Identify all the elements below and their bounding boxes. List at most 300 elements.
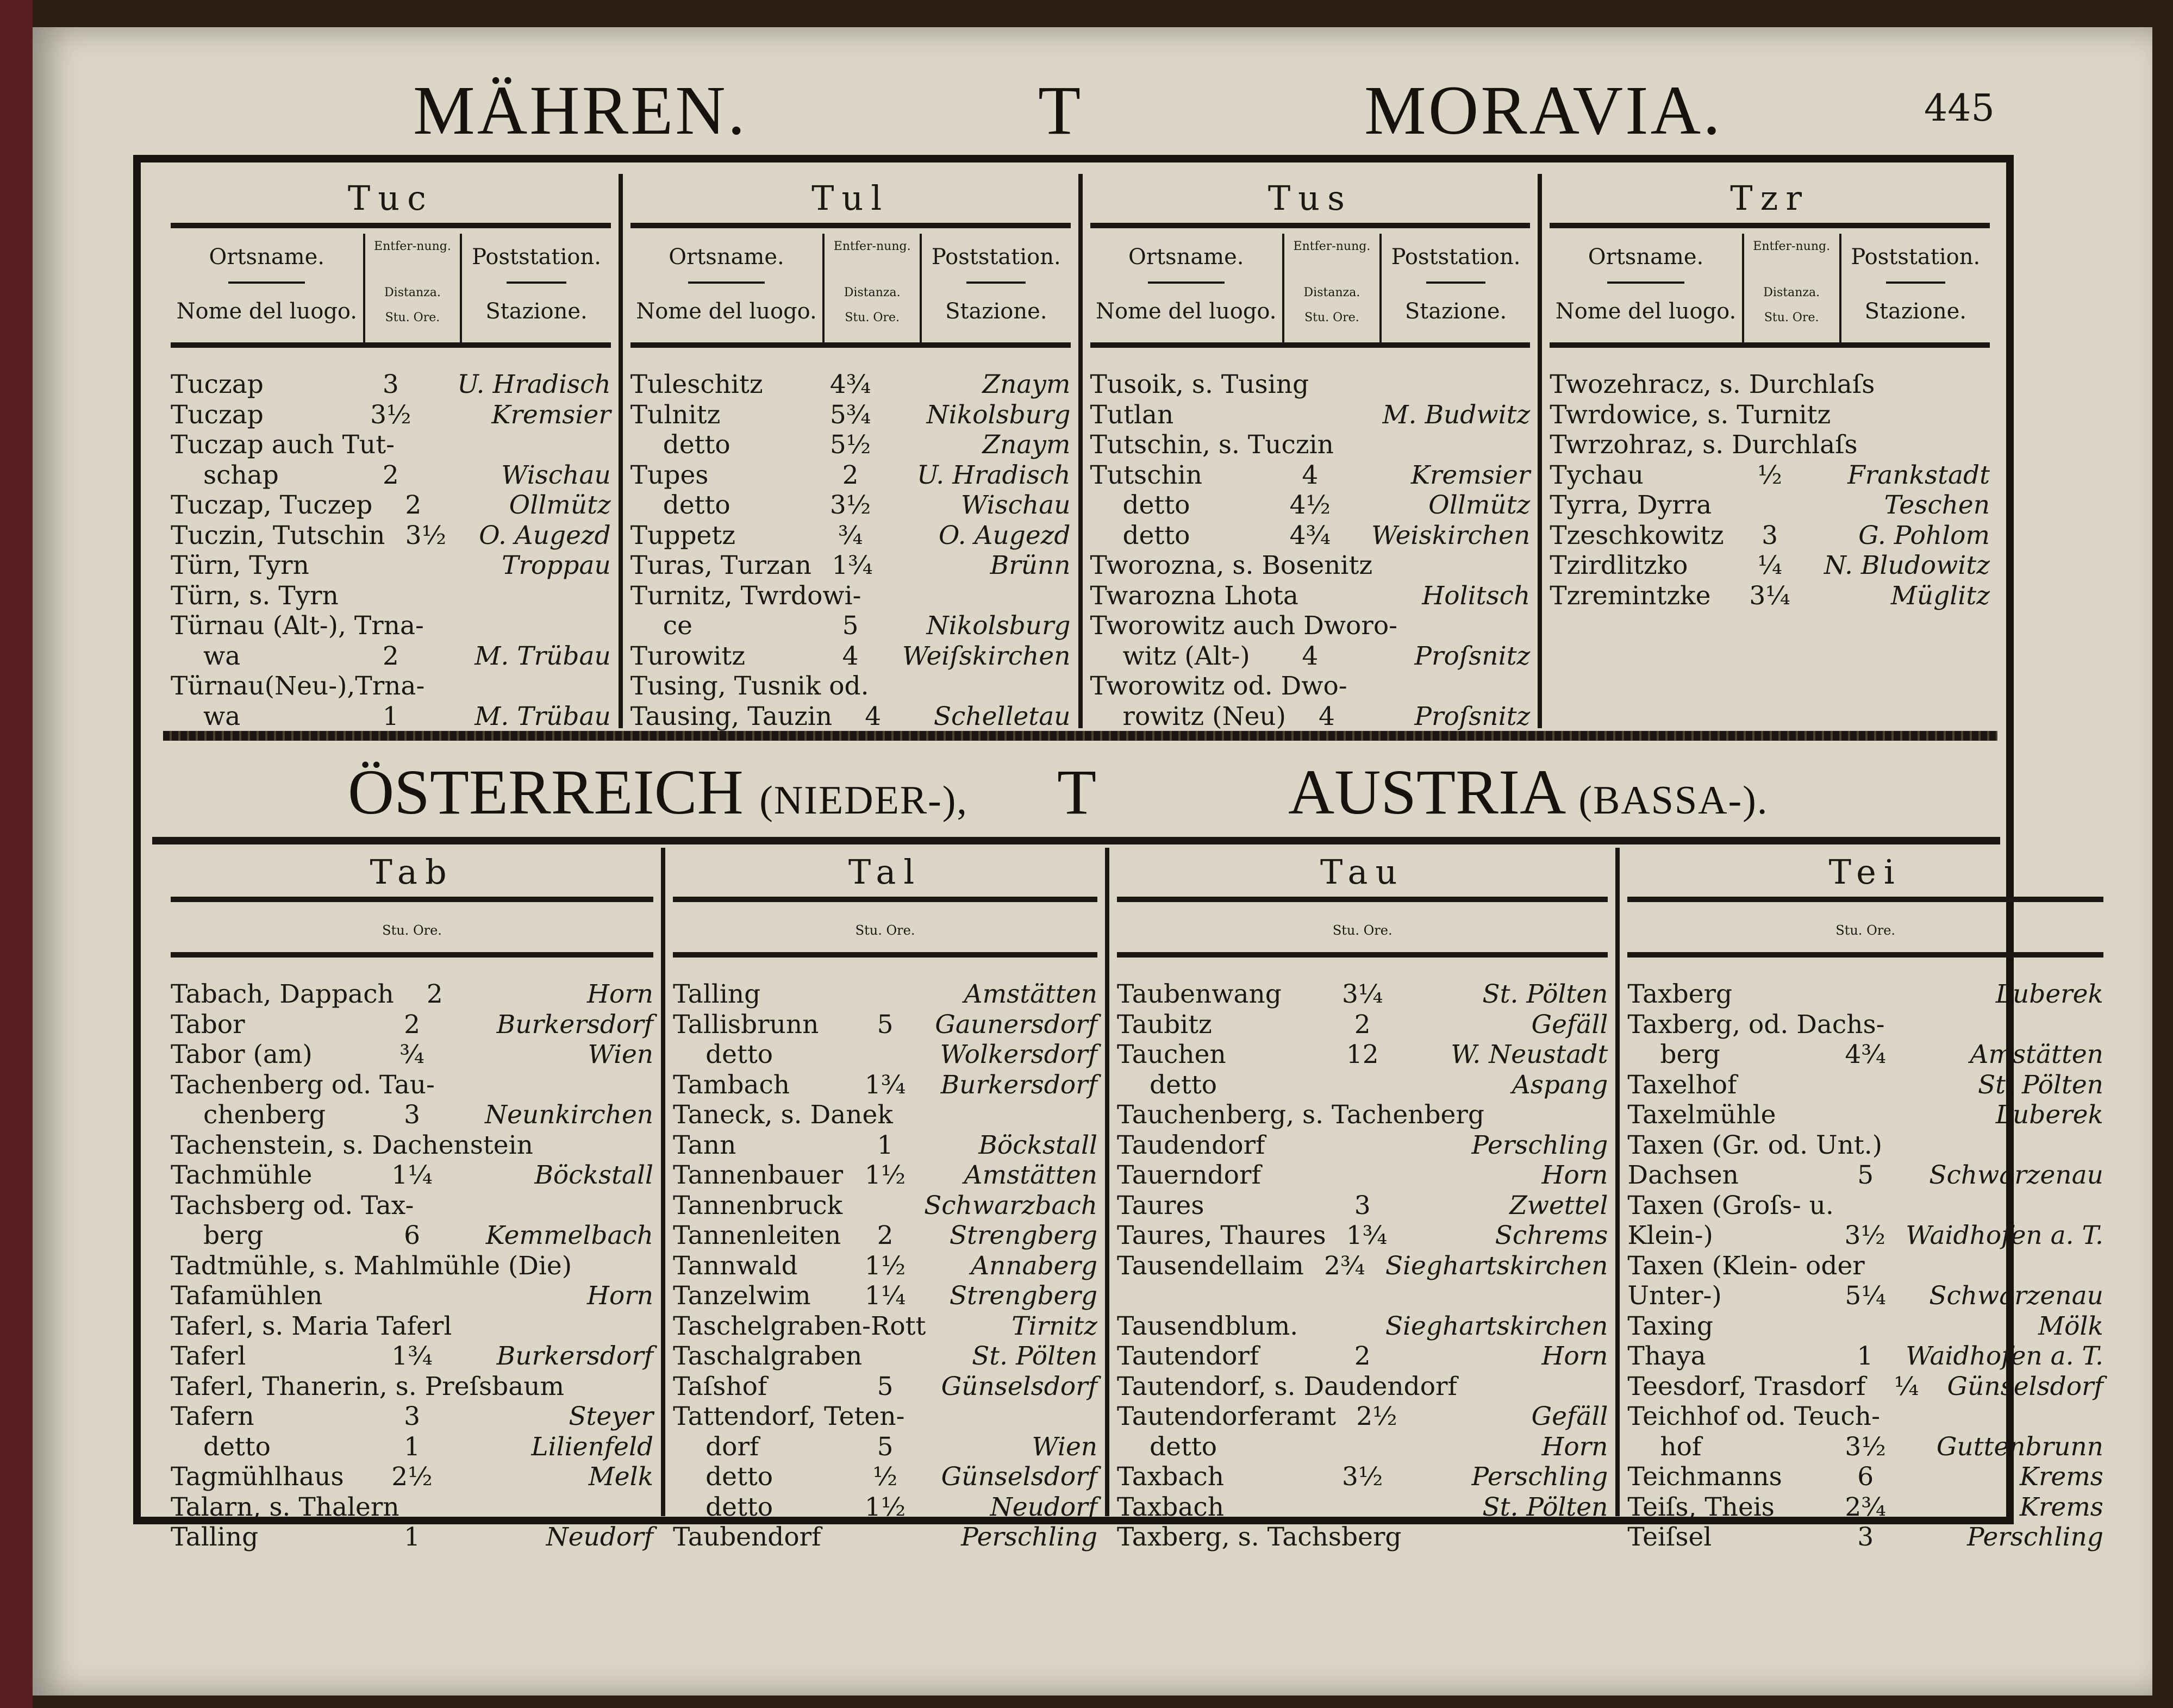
place-name: hof xyxy=(1660,1431,1702,1462)
subheader-cell xyxy=(1550,234,1744,342)
place-name: Tambach xyxy=(673,1069,790,1100)
table-row xyxy=(1550,581,1990,611)
subheader-cell xyxy=(1382,234,1530,342)
distance: 2 xyxy=(382,641,399,671)
place-name: Tattendorf, Teten- xyxy=(673,1402,905,1431)
table-row xyxy=(1090,521,1531,551)
post-station: M. Budwitz xyxy=(1382,399,1531,430)
post-station xyxy=(1390,370,1530,400)
place-name: Twrdowice, s. Turnitz xyxy=(1550,399,1831,430)
table-row xyxy=(673,1522,1097,1553)
table-row xyxy=(1090,671,1531,702)
table-row xyxy=(171,370,611,400)
place-name: ce xyxy=(663,611,692,641)
distance xyxy=(1402,1522,1483,1553)
table-row xyxy=(171,1372,653,1402)
place-name: Tadtmühle, s. Mahlmühle (Die) xyxy=(171,1250,572,1281)
column-tuc xyxy=(163,174,623,731)
distance xyxy=(1834,1191,1915,1221)
subheader-cell xyxy=(825,234,922,342)
post-station: Horn xyxy=(1541,1341,1608,1371)
distance: 6 xyxy=(1857,1462,1874,1492)
place-name: Tutlan xyxy=(1090,399,1174,430)
post-station: Schelletau xyxy=(933,701,1071,731)
post-station: Müglitz xyxy=(1890,580,1990,611)
place-name: Tann xyxy=(673,1130,736,1160)
post-station: Krems xyxy=(2019,1492,2103,1522)
post-station: Aspang xyxy=(1512,1069,1608,1100)
place-name: Tulnitz xyxy=(630,399,721,430)
table-row xyxy=(630,611,1071,641)
entry-list xyxy=(1117,958,1608,1553)
table-row xyxy=(673,1130,1097,1161)
post-station: Sieghartskirchen xyxy=(1385,1311,1608,1341)
distance xyxy=(1334,430,1415,460)
post-station: Annaberg xyxy=(971,1250,1098,1281)
distance xyxy=(1304,1311,1385,1342)
post-station xyxy=(516,1070,653,1100)
table-row xyxy=(171,702,611,732)
table-row xyxy=(1117,1251,1608,1281)
distance: 3 xyxy=(1857,1522,1874,1552)
post-station: Mölk xyxy=(2038,1311,2103,1341)
post-station: Neunkirchen xyxy=(484,1100,654,1130)
place-name: Tallisbrunn xyxy=(673,1009,819,1040)
place-name: detto xyxy=(1122,490,1190,520)
entry-list xyxy=(673,958,1097,1553)
table-row xyxy=(1117,1311,1608,1342)
table-row xyxy=(630,400,1071,430)
table-row xyxy=(1627,1221,2103,1251)
table-row xyxy=(171,1010,653,1040)
column-subheader xyxy=(1090,234,1531,348)
post-station: Burkersdorf xyxy=(496,1341,654,1371)
place-name: Taxelhof xyxy=(1627,1069,1737,1100)
place-name: Teiſs, Theis xyxy=(1627,1492,1775,1522)
units-label: Stu. Ore. xyxy=(845,311,900,324)
post-station: Amstätten xyxy=(1970,1040,2103,1069)
poststation-label: Poststation. xyxy=(931,245,1061,270)
post-station xyxy=(1915,1191,2103,1221)
table-row xyxy=(1627,1462,2103,1492)
post-station xyxy=(506,671,610,702)
distance: 1¾ xyxy=(1346,1221,1388,1250)
place-name: Tannwald xyxy=(673,1250,798,1281)
distance: 3½ xyxy=(1845,1431,1886,1462)
table-row xyxy=(1627,1070,2103,1100)
table-row xyxy=(1117,1100,1608,1130)
distance: ¼ xyxy=(1757,550,1782,580)
post-station: U. Hradisch xyxy=(917,460,1071,490)
table-row xyxy=(1627,1100,2103,1130)
distance: 2 xyxy=(842,460,859,490)
column-title: Tuc xyxy=(171,174,611,228)
place-name: Tachsberg od. Tax- xyxy=(171,1190,414,1221)
place-name: wa xyxy=(203,641,241,671)
place-name: Tauchenberg, s. Tachenberg xyxy=(1117,1100,1484,1130)
place-name: Tworowitz od. Dwo- xyxy=(1090,671,1347,701)
distance: 3 xyxy=(1354,1190,1371,1221)
table-row xyxy=(673,1221,1097,1251)
distance xyxy=(1865,1251,1946,1281)
column-tab xyxy=(163,848,665,1552)
table-row xyxy=(1090,611,1531,641)
post-station: Ollmütz xyxy=(1428,490,1531,520)
nome-label: Nome del luogo. xyxy=(636,299,817,324)
distance: 2 xyxy=(1354,1341,1371,1371)
post-station: Krems xyxy=(2019,1462,2103,1492)
table-row xyxy=(171,1522,653,1553)
distance: 4 xyxy=(1319,701,1335,731)
place-name: Tychau xyxy=(1550,460,1644,490)
post-station: Troppau xyxy=(502,550,611,580)
distance xyxy=(893,1100,975,1130)
place-name: Tabor xyxy=(171,1009,245,1040)
units-label: Stu. Ore. xyxy=(1117,909,1608,958)
distance: 4 xyxy=(842,641,859,671)
post-station: Burkersdorf xyxy=(940,1069,1098,1100)
table-row xyxy=(673,1341,1097,1372)
place-name: Tanzelwim xyxy=(673,1281,811,1311)
distance: 1¾ xyxy=(832,550,873,580)
post-station: Horn xyxy=(587,979,654,1009)
post-station: Böckstall xyxy=(534,1160,654,1190)
table-row xyxy=(1117,1070,1608,1100)
distance xyxy=(1825,979,1906,1010)
table-row xyxy=(673,979,1097,1010)
post-station: St. Pölten xyxy=(1482,1492,1608,1522)
distance xyxy=(371,1281,453,1311)
stazione-label: Stazione. xyxy=(945,299,1047,324)
ortsname-label: Ortsname. xyxy=(1128,245,1244,270)
distance: 2¾ xyxy=(1324,1250,1365,1281)
table-row xyxy=(1117,1040,1608,1070)
table-row xyxy=(1627,1522,2103,1553)
post-station: Proſsnitz xyxy=(1414,701,1531,731)
place-name: Tzirdlitzko xyxy=(1550,550,1688,580)
post-station: Luberek xyxy=(1995,1100,2103,1130)
distance: 3½ xyxy=(829,490,871,520)
distance: ½ xyxy=(1757,460,1782,490)
table-row xyxy=(171,671,611,702)
rule xyxy=(688,281,765,284)
distance xyxy=(862,1341,944,1372)
distance xyxy=(1322,1432,1403,1462)
table-row xyxy=(1090,370,1531,400)
poststation-label: Poststation. xyxy=(1851,245,1981,270)
distance xyxy=(1729,490,1810,521)
bottom-section-header xyxy=(0,755,2173,837)
rule xyxy=(1148,281,1225,284)
distance xyxy=(904,1402,986,1432)
distance: 5¼ xyxy=(1845,1281,1886,1311)
column-title: Tab xyxy=(171,848,653,902)
distanza-label: Distanza. xyxy=(1303,286,1360,299)
post-station: Perschling xyxy=(961,1522,1098,1552)
place-name: Talling xyxy=(171,1522,259,1552)
post-station: St. Pölten xyxy=(972,1341,1098,1371)
place-name: witz (Alt-) xyxy=(1122,641,1250,671)
header-right: MORAVIA. xyxy=(1364,72,1723,149)
distance xyxy=(399,1492,481,1523)
table-row xyxy=(1117,1372,1608,1402)
post-station xyxy=(533,1311,653,1342)
place-name: Taferl, Thanerin, s. Preſsbaum xyxy=(171,1371,565,1402)
units-label: Stu. Ore. xyxy=(1304,311,1359,324)
place-name: Tannenleiten xyxy=(673,1221,841,1250)
place-name: detto xyxy=(203,1431,271,1462)
section-divider xyxy=(163,731,1997,741)
nome-label: Nome del luogo. xyxy=(1096,299,1277,324)
post-station xyxy=(943,581,1071,611)
distanza-label: Distanza. xyxy=(844,286,901,299)
table-row xyxy=(1627,1281,2103,1311)
post-station: O. Augezd xyxy=(938,520,1071,550)
subheader-cell xyxy=(1744,234,1841,342)
place-name: Turas, Turzan xyxy=(630,550,811,580)
table-row xyxy=(171,400,611,430)
distance: 1 xyxy=(382,701,399,731)
distanza-label: Distanza. xyxy=(1763,286,1820,299)
place-name: Tutschin xyxy=(1090,460,1203,490)
place-name: dorf xyxy=(705,1431,759,1462)
stazione-label: Stazione. xyxy=(485,299,588,324)
post-station xyxy=(505,611,611,641)
post-station: Waidhofen a. T. xyxy=(1906,1341,2103,1371)
post-station: Kemmelbach xyxy=(485,1221,654,1250)
table-row xyxy=(171,521,611,551)
post-station xyxy=(975,1100,1097,1130)
place-name: Taures, Thaures xyxy=(1117,1221,1326,1250)
post-station xyxy=(1946,1251,2103,1281)
post-station xyxy=(1912,400,1990,430)
place-name: Taudendorf xyxy=(1117,1130,1265,1160)
place-name: Tuppetz xyxy=(630,520,736,550)
table-row xyxy=(1117,1010,1608,1040)
table-row xyxy=(673,1040,1097,1070)
place-name: Teichmanns xyxy=(1627,1462,1782,1492)
units-label: Stu. Ore. xyxy=(673,909,1097,958)
place-name: Tabach, Dappach xyxy=(171,979,394,1009)
place-name: detto xyxy=(705,1462,773,1492)
distance: ¼ xyxy=(1894,1371,1919,1402)
distance: 4 xyxy=(1302,460,1319,490)
distance: 5 xyxy=(877,1371,894,1402)
post-station: Strengberg xyxy=(949,1221,1098,1250)
distance xyxy=(845,979,926,1010)
distance: 1 xyxy=(404,1522,420,1552)
post-station xyxy=(1966,1010,2103,1040)
table-row xyxy=(171,490,611,521)
page-number: 445 xyxy=(1924,87,1995,130)
column-subheader xyxy=(1550,234,1990,348)
place-name: schap xyxy=(203,460,279,490)
place-name: Tabor (am) xyxy=(171,1040,313,1069)
table-row xyxy=(1550,550,1990,581)
post-station: O. Augezd xyxy=(479,520,611,550)
post-station: St. Pölten xyxy=(1482,979,1608,1009)
place-name: Taneck, s. Danek xyxy=(673,1100,893,1130)
place-name: Tusoik, s. Tusing xyxy=(1090,370,1309,399)
distance: 2¾ xyxy=(1845,1492,1886,1522)
subheader-cell xyxy=(1841,234,1990,342)
distance xyxy=(926,1311,1007,1342)
distance xyxy=(1484,1100,1566,1130)
rule xyxy=(1886,281,1945,284)
table-row xyxy=(673,1010,1097,1040)
place-name: Talarn, s. Thalern xyxy=(171,1492,399,1522)
post-station: Amstätten xyxy=(964,979,1098,1009)
post-station xyxy=(1479,611,1530,641)
header2-right-sub: (BASSA-). xyxy=(1578,778,1769,823)
distance: 4¾ xyxy=(1289,520,1331,550)
column-tei xyxy=(1620,848,2111,1552)
distance: 5½ xyxy=(829,430,871,460)
place-name: Taubitz xyxy=(1117,1009,1212,1040)
post-station xyxy=(1539,1372,1608,1402)
distance xyxy=(1309,370,1390,400)
post-station: Schwarzbach xyxy=(924,1190,1098,1221)
column-title: Tus xyxy=(1090,174,1531,228)
distance: 4½ xyxy=(1289,490,1331,520)
distance: 1 xyxy=(1857,1341,1874,1371)
post-station: Weiſskirchen xyxy=(902,641,1071,671)
table-row xyxy=(1117,1522,1608,1553)
distance: 3 xyxy=(404,1402,420,1431)
place-name: Tuczap auch Tut- xyxy=(171,430,395,460)
post-station xyxy=(495,1191,653,1221)
stazione-label: Stazione. xyxy=(1864,299,1966,324)
table-row xyxy=(1627,1010,2103,1040)
post-station: Sieghartskirchen xyxy=(1385,1250,1608,1281)
post-station: Holitsch xyxy=(1422,580,1531,611)
table-row xyxy=(630,581,1071,611)
column-title: Tal xyxy=(673,848,1097,902)
place-name: detto xyxy=(1150,1431,1217,1462)
header-left: MÄHREN. xyxy=(413,72,747,149)
place-name: Teichhof od. Teuch- xyxy=(1627,1402,1880,1431)
place-name: Teesdorf, Trasdorf xyxy=(1627,1371,1866,1402)
table-row xyxy=(630,370,1071,400)
place-name: Tuczap xyxy=(171,370,264,399)
table-row xyxy=(1627,1040,2103,1070)
place-name: Taxing xyxy=(1627,1311,1714,1341)
column-tul xyxy=(623,174,1083,731)
distance xyxy=(1322,1160,1403,1191)
table-row xyxy=(1627,1372,2103,1402)
post-station: Teschen xyxy=(1884,490,1990,520)
distance: 1½ xyxy=(864,1492,906,1522)
post-station: St. Pölten xyxy=(1977,1069,2103,1100)
entry-list xyxy=(171,348,611,731)
distance: 3½ xyxy=(1844,1221,1886,1250)
entfernung-label: Entfer-nung. xyxy=(374,240,451,253)
distance: 4 xyxy=(1302,641,1319,671)
post-station: Guttenbrunn xyxy=(1936,1431,2103,1462)
book-spine xyxy=(0,0,33,1708)
distance xyxy=(845,1522,926,1553)
units-label: Stu. Ore. xyxy=(1627,909,2103,958)
table-row xyxy=(673,1281,1097,1311)
rule xyxy=(1426,281,1485,284)
place-name: wa xyxy=(203,701,241,731)
post-station: Neudorf xyxy=(546,1522,654,1552)
table-row xyxy=(1627,1432,2103,1462)
post-station: Wien xyxy=(588,1040,654,1069)
place-name: Tachmühle xyxy=(171,1160,313,1190)
subheader-cell xyxy=(365,234,463,342)
table-row xyxy=(1550,490,1990,521)
place-name: Twarozna Lhota xyxy=(1090,580,1298,611)
place-name: rowitz (Neu) xyxy=(1122,701,1286,731)
post-station: Horn xyxy=(1541,1160,1608,1190)
table-row xyxy=(673,1311,1097,1342)
entfernung-label: Entfer-nung. xyxy=(1293,240,1371,253)
table-row xyxy=(1117,1221,1608,1251)
post-station: Frankstadt xyxy=(1847,460,1990,490)
post-station xyxy=(1415,430,1530,460)
post-station xyxy=(1964,1130,2103,1161)
place-name: detto xyxy=(1122,520,1190,550)
post-station: Steyer xyxy=(569,1402,654,1431)
distance xyxy=(395,430,476,460)
column-tzr xyxy=(1542,174,1997,728)
distance: 5 xyxy=(877,1009,894,1040)
post-station: Horn xyxy=(587,1281,654,1311)
table-row xyxy=(171,1492,653,1523)
place-name: Türn, Tyrn xyxy=(171,550,309,580)
table-row xyxy=(673,1160,1097,1191)
post-station: Gefäll xyxy=(1531,1402,1608,1431)
place-name: Tzremintzke xyxy=(1550,580,1711,611)
table-row xyxy=(1550,400,1990,430)
entfernung-label: Entfer-nung. xyxy=(833,240,911,253)
table-row xyxy=(673,1070,1097,1100)
place-name: Dachsen xyxy=(1627,1160,1739,1190)
distance: 2½ xyxy=(391,1462,433,1492)
header2-left-sub: (NIEDER-), xyxy=(759,778,968,823)
table-row xyxy=(630,460,1071,491)
post-station: Perschling xyxy=(1471,1462,1608,1492)
table-row xyxy=(171,979,653,1010)
distance: 5 xyxy=(842,611,859,641)
post-station xyxy=(1962,1402,2103,1432)
post-station xyxy=(432,581,611,611)
distance: ¾ xyxy=(838,520,863,550)
distance xyxy=(861,581,943,611)
distance: 4¾ xyxy=(1845,1040,1886,1069)
post-station: W. Neustadt xyxy=(1451,1040,1608,1069)
distance: 2½ xyxy=(1356,1402,1397,1431)
place-name: Tuczap, Tuczep xyxy=(171,490,373,520)
table-row xyxy=(171,1040,653,1070)
column-title: Tau xyxy=(1117,848,1608,902)
entfernung-label: Entfer-nung. xyxy=(1753,240,1831,253)
post-station xyxy=(1956,370,1990,400)
table-row xyxy=(1627,1251,2103,1281)
post-station: M. Trübau xyxy=(474,701,611,731)
distance: 2 xyxy=(382,460,399,490)
post-station: Proſsnitz xyxy=(1414,641,1531,671)
table-row xyxy=(171,1281,653,1311)
top-table xyxy=(163,174,1997,731)
post-station xyxy=(476,430,611,460)
distance xyxy=(1831,400,1912,430)
post-station: Wischau xyxy=(960,490,1071,520)
place-name: Tausendblum. xyxy=(1117,1311,1298,1341)
place-name: Taschelgraben-Rott xyxy=(673,1311,926,1341)
post-station xyxy=(986,1402,1097,1432)
